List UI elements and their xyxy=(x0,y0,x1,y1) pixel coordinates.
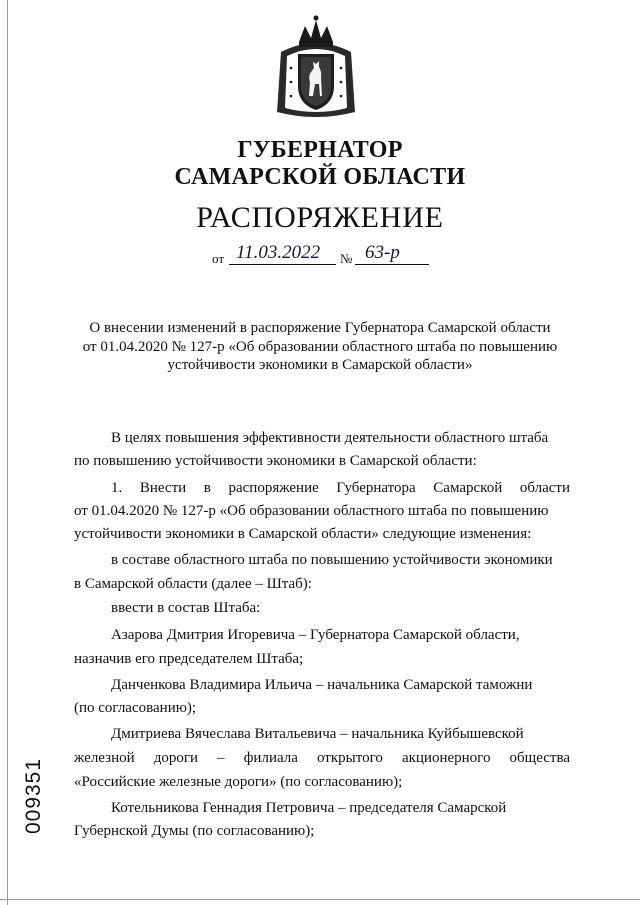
document-type: РАСПОРЯЖЕНИЕ xyxy=(196,201,444,234)
issuer-title-line2: САМАРСКОЙ ОБЛАСТИ xyxy=(174,164,466,190)
body-line: (по согласованию); xyxy=(74,700,197,716)
handwritten-date: 11.03.2022 xyxy=(236,242,321,263)
number-underline xyxy=(355,264,429,265)
body-line: ввести в состав Штаба: xyxy=(111,600,261,616)
subject-line: О внесении изменений в распоряжение Губернатора Самарской области xyxy=(89,320,551,336)
body-line: от 01.04.2020 № 127-р «Об образовании областного штаба по повышению xyxy=(74,503,549,519)
subject-line: устойчивости экономики в Самарской области» xyxy=(167,357,473,373)
date-underline xyxy=(229,264,336,265)
body-line: в Самарской области (далее – Штаб): xyxy=(74,576,312,592)
body-line: Азарова Дмитрия Игоревича – Губернатора Самарской области, xyxy=(111,627,520,643)
body-line: устойчивости экономики в Самарской области» следующие изменения: xyxy=(74,526,532,542)
scan-left-edge xyxy=(7,0,8,905)
body-line: «Российские железные дороги» (по согласованию); xyxy=(74,774,403,790)
body-line: Губернской Думы (по согласованию); xyxy=(74,823,315,839)
subject-line: от 01.04.2020 № 127-р «Об образовании областного штаба по повышению xyxy=(82,338,558,355)
date-label: от xyxy=(212,251,225,266)
body-line: железной дороги – филиала открытого акционерного общества xyxy=(74,750,570,766)
number-label: № xyxy=(340,251,353,266)
body-line: Дмитриева Вячеслава Витальевича – начальника Куйбышевской xyxy=(111,726,524,742)
body-line: назначив его председателем Штаба; xyxy=(74,651,304,667)
coat-of-arms-icon xyxy=(275,12,357,120)
handwritten-number: 63-р xyxy=(365,242,400,263)
body-line: в составе областного штаба по повышению устойчивости экономики xyxy=(111,552,553,568)
body-line: В целях повышения эффективности деятельности областного штаба xyxy=(111,430,549,446)
body-line: Котельникова Геннадия Петровича – председателя Самарской xyxy=(111,800,507,816)
document-subject xyxy=(60,319,580,375)
scan-bottom-edge xyxy=(0,899,640,900)
issuer-title-line1: ГУБЕРНАТОР xyxy=(237,137,403,163)
body-line: Данченкова Владимира Ильича – начальника Самарской таможни xyxy=(111,677,533,693)
body-line: 1. Внести в распоряжение Губернатора Самарской области xyxy=(111,480,570,496)
body-line: по повышению устойчивости экономики в Самарской области: xyxy=(74,453,477,469)
serial-number-stamp: 009351 xyxy=(22,757,45,835)
